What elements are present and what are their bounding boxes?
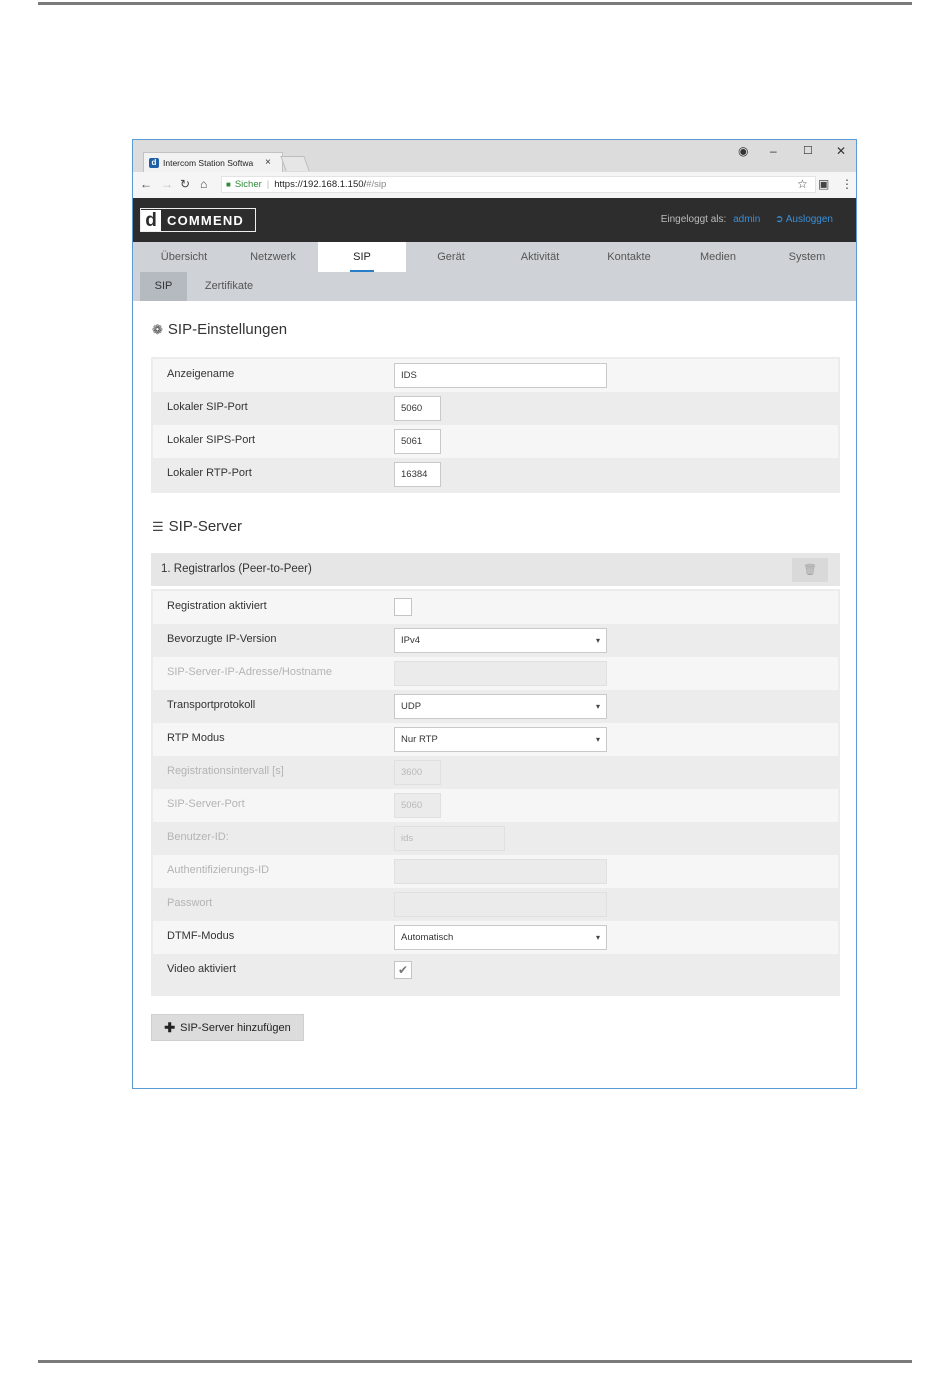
lock-icon: ■ bbox=[226, 180, 231, 189]
server-row bbox=[153, 591, 838, 624]
plus-icon: ✚ bbox=[164, 1019, 176, 1035]
reload-icon[interactable]: ↻ bbox=[180, 177, 191, 191]
row-label: Lokaler RTP-Port bbox=[167, 467, 252, 479]
display-name-input[interactable]: IDS bbox=[394, 363, 607, 388]
row-label: DTMF-Modus bbox=[167, 930, 235, 942]
row-label: SIP-Server-Port bbox=[167, 798, 245, 810]
bookmark-star-icon[interactable]: ☆ bbox=[797, 177, 808, 191]
server-row bbox=[153, 888, 838, 921]
registration-checkbox[interactable] bbox=[394, 598, 412, 616]
main-nav bbox=[133, 242, 856, 272]
secure-label: Sicher bbox=[234, 179, 262, 190]
row-label: Bevorzugte IP-Version bbox=[167, 633, 277, 645]
sub-nav bbox=[133, 272, 856, 301]
kebab-menu-icon[interactable]: ⋮ bbox=[841, 177, 853, 191]
tab-title: Intercom Station Softwa bbox=[163, 157, 254, 168]
subtab-zertifikate[interactable]: Zertifikate bbox=[204, 280, 254, 292]
row-label: Benutzer-ID: bbox=[167, 831, 229, 843]
tab-sip[interactable]: SIP bbox=[318, 242, 406, 272]
local-sips-port-input[interactable]: 5061 bbox=[394, 429, 441, 454]
commend-favicon-icon: d bbox=[149, 158, 159, 168]
commend-logo[interactable] bbox=[140, 208, 256, 232]
row-label: Authentifizierungs-ID bbox=[167, 864, 270, 876]
delete-server-button[interactable] bbox=[792, 558, 828, 582]
minimize-icon[interactable]: – bbox=[770, 144, 777, 158]
add-sip-server-label: SIP-Server hinzufügen bbox=[180, 1021, 291, 1034]
logged-in-user[interactable]: admin bbox=[733, 214, 761, 225]
logo-text: COMMEND bbox=[167, 212, 245, 228]
main-content bbox=[133, 301, 856, 1088]
sip-server-title: SIP-Server bbox=[168, 518, 243, 535]
address-bar[interactable] bbox=[221, 176, 816, 193]
password-input[interactable] bbox=[394, 892, 607, 917]
server-row bbox=[153, 954, 838, 987]
row-label: Video aktiviert bbox=[167, 963, 236, 975]
cast-icon[interactable]: ▣ bbox=[818, 177, 830, 191]
local-sip-port-input[interactable]: 5060 bbox=[394, 396, 441, 421]
row-label: Passwort bbox=[167, 897, 213, 909]
server-row bbox=[153, 822, 838, 855]
user-id-input[interactable]: ids bbox=[394, 826, 505, 851]
tab-kontakte[interactable]: Kontakte bbox=[607, 251, 651, 263]
server-row bbox=[153, 624, 838, 657]
forward-arrow-icon[interactable]: → bbox=[161, 177, 173, 191]
server-row bbox=[153, 855, 838, 888]
row-label: Anzeigename bbox=[167, 368, 235, 380]
browser-toolbar bbox=[133, 172, 856, 199]
trash-icon: 🗑 bbox=[803, 564, 817, 576]
maximize-icon[interactable]: ☐ bbox=[803, 145, 813, 157]
server-row bbox=[153, 657, 838, 690]
tab-medien[interactable]: Medien bbox=[699, 251, 737, 263]
auth-id-input[interactable] bbox=[394, 859, 607, 884]
tab-uebersicht[interactable]: Übersicht bbox=[160, 251, 208, 263]
server-row bbox=[153, 723, 838, 756]
sip-settings-panel bbox=[151, 357, 840, 493]
logout-label: Ausloggen bbox=[785, 214, 833, 225]
row-label: SIP-Server-IP-Adresse/Hostname bbox=[167, 666, 333, 678]
page-top-rule bbox=[38, 2, 912, 5]
server-title: 1. Registrarlos (Peer-to-Peer) bbox=[161, 563, 312, 575]
server-row bbox=[153, 789, 838, 822]
row-label: RTP Modus bbox=[167, 732, 225, 744]
browser-titlebar bbox=[133, 140, 856, 172]
registration-interval-input[interactable]: 3600 bbox=[394, 760, 441, 785]
browser-tab[interactable] bbox=[143, 152, 283, 172]
logout-button[interactable] bbox=[775, 214, 833, 225]
settings-row bbox=[153, 458, 838, 491]
address-separator: | bbox=[266, 179, 270, 190]
url-path: #/sip bbox=[366, 179, 387, 190]
video-checkbox[interactable]: ✔ bbox=[394, 961, 412, 979]
app-header bbox=[133, 198, 856, 242]
sip-server-panel bbox=[151, 589, 840, 996]
add-sip-server-button[interactable] bbox=[151, 1014, 304, 1041]
settings-row bbox=[153, 392, 838, 425]
logout-icon: ➲ bbox=[775, 214, 786, 225]
home-icon[interactable]: ⌂ bbox=[200, 177, 208, 191]
row-label: Lokaler SIPS-Port bbox=[167, 434, 256, 446]
user-circle-icon[interactable]: ◉ bbox=[738, 144, 749, 158]
tab-aktivitaet[interactable]: Aktivität bbox=[520, 251, 560, 263]
url-host: https://192.168.1.150/ bbox=[274, 179, 367, 190]
row-label: Registration aktiviert bbox=[167, 600, 267, 612]
settings-row bbox=[153, 425, 838, 458]
local-rtp-port-input[interactable]: 16384 bbox=[394, 462, 441, 487]
login-info bbox=[661, 214, 833, 225]
server-row bbox=[153, 921, 838, 954]
server-header bbox=[151, 553, 840, 586]
subtab-sip[interactable]: SIP bbox=[140, 272, 187, 301]
sip-settings-title: SIP-Einstellungen bbox=[167, 321, 288, 338]
rtp-mode-select[interactable]: Nur RTP ▾ bbox=[394, 727, 607, 752]
commend-logo-mark-icon: d bbox=[141, 210, 161, 231]
new-tab-button[interactable] bbox=[280, 156, 309, 171]
server-host-input[interactable] bbox=[394, 661, 607, 686]
tab-geraet[interactable]: Gerät bbox=[437, 251, 465, 263]
transport-select[interactable]: UDP ▾ bbox=[394, 694, 607, 719]
back-arrow-icon[interactable]: ← bbox=[140, 177, 152, 191]
close-icon[interactable]: ✕ bbox=[836, 144, 847, 158]
row-label: Registrationsintervall [s] bbox=[167, 765, 284, 777]
gear-icon: ❁ bbox=[152, 321, 163, 337]
server-row bbox=[153, 756, 838, 789]
row-label: Transportprotokoll bbox=[167, 699, 256, 711]
tab-system[interactable]: System bbox=[788, 251, 826, 263]
row-label: Lokaler SIP-Port bbox=[167, 401, 248, 413]
settings-row bbox=[153, 359, 838, 392]
tab-netzwerk[interactable]: Netzwerk bbox=[250, 251, 296, 263]
sip-server-heading bbox=[152, 518, 242, 535]
dtmf-mode-select[interactable]: Automatisch ▾ bbox=[394, 925, 607, 950]
logged-in-label: Eingeloggt als: bbox=[660, 214, 727, 225]
ip-version-select[interactable]: IPv4 ▾ bbox=[394, 628, 607, 653]
page-bottom-rule bbox=[38, 1360, 912, 1363]
server-row bbox=[153, 690, 838, 723]
server-port-input[interactable]: 5060 bbox=[394, 793, 441, 818]
tab-close-icon[interactable]: × bbox=[265, 157, 271, 168]
server-list-icon: ☰ bbox=[152, 518, 164, 534]
browser-window bbox=[132, 139, 857, 1089]
sip-settings-heading bbox=[152, 321, 287, 338]
